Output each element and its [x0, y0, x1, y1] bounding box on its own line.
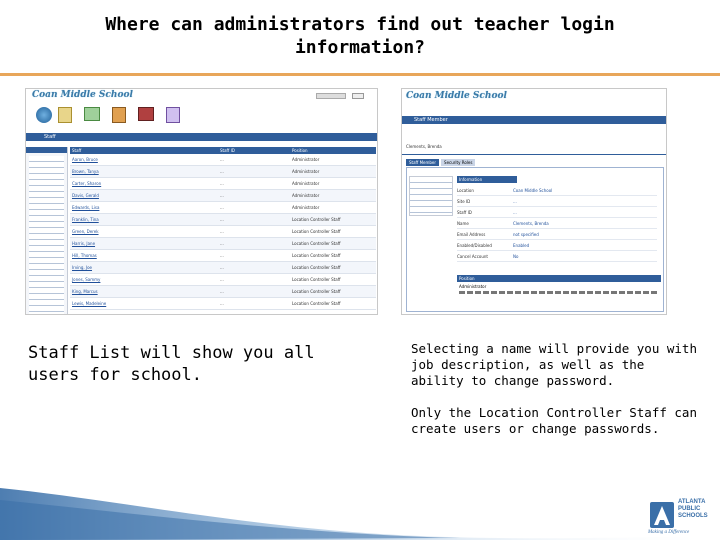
- staff-name-link[interactable]: King, Marcus: [72, 289, 98, 294]
- position-cell: Location Controller Staff: [292, 289, 341, 294]
- staff-id-cell: ...: [220, 277, 224, 282]
- table-header: [70, 147, 376, 154]
- tools-icon[interactable]: [166, 107, 180, 123]
- section-bar: Staff Member: [402, 116, 667, 124]
- tab-staff-member[interactable]: Staff Member: [406, 159, 439, 166]
- staff-id-cell: ...: [220, 241, 224, 246]
- table-row[interactable]: [70, 238, 376, 250]
- field-label: Enabled/Disabled: [457, 243, 492, 248]
- table-row[interactable]: [70, 202, 376, 214]
- staff-name-link[interactable]: Davis, Gerald: [72, 193, 99, 198]
- aps-tagline: Making a Difference: [648, 530, 690, 535]
- position-cell: Location Controller Staff: [292, 229, 341, 234]
- field-label: Name: [457, 221, 469, 226]
- position-cell: Administrator: [292, 205, 320, 210]
- staff-id-cell: ...: [220, 193, 224, 198]
- info-title: Information: [457, 176, 517, 183]
- position-title: Position: [457, 275, 661, 282]
- footer-wave: [0, 470, 720, 540]
- staff-id-cell: ...: [220, 265, 224, 270]
- aps-wordmark: [678, 499, 708, 520]
- staff-id-cell: ...: [220, 301, 224, 306]
- info-field-row: [457, 207, 657, 218]
- info-field-row: [457, 185, 657, 196]
- staff-id-cell: ...: [220, 205, 224, 210]
- info-field-row: [457, 240, 657, 251]
- staff-id-cell: ...: [220, 157, 224, 162]
- caption-paragraph: Only the Location Controller Staff can create users or change passwords.: [411, 405, 697, 436]
- module-toolbar: [26, 103, 378, 133]
- aps-logo: [648, 497, 716, 537]
- staff-member-caption: [411, 341, 701, 437]
- member-actions[interactable]: [409, 176, 453, 216]
- breadcrumb-divider: [402, 154, 667, 155]
- col-staff[interactable]: Staff: [72, 148, 82, 153]
- nav-header: [26, 147, 67, 153]
- globe-icon[interactable]: [36, 107, 52, 123]
- staff-member-screenshot: [401, 88, 667, 315]
- info-field-row: [457, 218, 657, 229]
- table-row[interactable]: [70, 214, 376, 226]
- staff-name-link[interactable]: Hill, Thomas: [72, 253, 97, 258]
- left-nav: [26, 147, 68, 315]
- school-logo: Coan Middle School: [406, 91, 507, 101]
- go-button[interactable]: [352, 93, 364, 99]
- detail-panel: [406, 167, 664, 312]
- table-row[interactable]: [70, 250, 376, 262]
- table-row[interactable]: [70, 154, 376, 166]
- position-cell: Administrator: [292, 169, 320, 174]
- tab-bar: [406, 159, 475, 166]
- section-bar: Staff: [26, 133, 378, 141]
- breadcrumb: Clements, Brenda: [406, 144, 442, 149]
- staff-name-link[interactable]: Irving, Joe: [72, 265, 93, 270]
- table-body: [70, 154, 376, 310]
- table-row[interactable]: [70, 298, 376, 310]
- field-label: Site ID: [457, 199, 471, 204]
- field-label: Staff ID: [457, 210, 472, 215]
- folder-icon[interactable]: [112, 107, 126, 123]
- position-value: Administrator: [459, 284, 487, 289]
- field-label: Email Address: [457, 232, 486, 237]
- book-icon[interactable]: [138, 107, 154, 121]
- position-cell: Administrator: [292, 157, 320, 162]
- position-cell: Location Controller Staff: [292, 301, 341, 306]
- table-row[interactable]: [70, 178, 376, 190]
- logo-line: ATLANTA: [678, 499, 706, 505]
- staff-id-cell: ...: [220, 217, 224, 222]
- staff-id-cell: ...: [220, 169, 224, 174]
- info-field-row: [457, 229, 657, 240]
- info-fields: [457, 185, 657, 262]
- school-select[interactable]: [316, 93, 346, 99]
- staff-id-cell: ...: [220, 253, 224, 258]
- staff-name-link[interactable]: Harris, Jane: [72, 241, 96, 246]
- field-value: Enabled: [513, 243, 530, 248]
- info-field-row: [457, 251, 657, 262]
- nav-links[interactable]: [29, 156, 64, 315]
- people-icon[interactable]: [84, 107, 100, 121]
- staff-name-link[interactable]: Lewis, Madeleine: [72, 301, 107, 306]
- staff-name-link[interactable]: Aaron, Bruce: [72, 157, 98, 162]
- position-cell: Location Controller Staff: [292, 241, 341, 246]
- table-row[interactable]: [70, 274, 376, 286]
- staff-list-screenshot: [25, 88, 378, 315]
- staff-name-link[interactable]: Edwards, Lisa: [72, 205, 100, 210]
- caption-paragraph: Selecting a name will provide you with job description, as well as the ability to change password.: [411, 341, 697, 388]
- app-header: [26, 89, 378, 103]
- field-value: ...: [513, 199, 517, 204]
- field-value: not specified: [513, 232, 539, 237]
- field-value: ...: [513, 210, 517, 215]
- table-row[interactable]: [70, 166, 376, 178]
- col-staff-id[interactable]: Staff ID: [220, 148, 235, 153]
- position-cell: Location Controller Staff: [292, 217, 341, 222]
- staff-name-link[interactable]: Franklin, Tina: [72, 217, 99, 222]
- table-row[interactable]: [70, 226, 376, 238]
- field-label: Cancel Account: [457, 254, 488, 259]
- staff-table: [70, 147, 376, 315]
- staff-id-cell: ...: [220, 289, 224, 294]
- position-description: [459, 291, 659, 294]
- field-value: Clements, Brenda: [513, 221, 549, 226]
- table-row[interactable]: [70, 286, 376, 298]
- staff-name-link[interactable]: Brown, Tanya: [72, 169, 99, 174]
- tab-security-roles[interactable]: Security Roles: [441, 159, 475, 166]
- info-field-row: [457, 196, 657, 207]
- table-row[interactable]: [70, 262, 376, 274]
- table-row[interactable]: [70, 190, 376, 202]
- staff-id-cell: ...: [220, 181, 224, 186]
- field-label: Location: [457, 188, 474, 193]
- field-value: No: [513, 254, 519, 259]
- position-cell: Administrator: [292, 193, 320, 198]
- position-cell: Location Controller Staff: [292, 265, 341, 270]
- title-divider: [0, 73, 720, 76]
- staff-name-link[interactable]: Green, Derek: [72, 229, 99, 234]
- position-cell: Location Controller Staff: [292, 253, 341, 258]
- staff-name-link[interactable]: Carter, Sharon: [72, 181, 102, 186]
- staff-name-link[interactable]: Jones, Sammy: [72, 277, 101, 282]
- logo-line: SCHOOLS: [678, 513, 708, 519]
- position-cell: Location Controller Staff: [292, 277, 341, 282]
- school-logo: Coan Middle School: [32, 90, 133, 100]
- staff-id-cell: ...: [220, 229, 224, 234]
- col-position[interactable]: Position: [292, 148, 308, 153]
- logo-line: PUBLIC: [678, 506, 701, 512]
- position-cell: Administrator: [292, 181, 320, 186]
- slide-title: Where can administrators find out teacher login information?: [105, 14, 615, 58]
- document-icon[interactable]: [58, 107, 72, 123]
- aps-emblem-icon: [648, 499, 678, 533]
- staff-list-caption: Staff List will show you all users for school.: [28, 343, 315, 385]
- field-value: Coan Middle School: [513, 188, 553, 193]
